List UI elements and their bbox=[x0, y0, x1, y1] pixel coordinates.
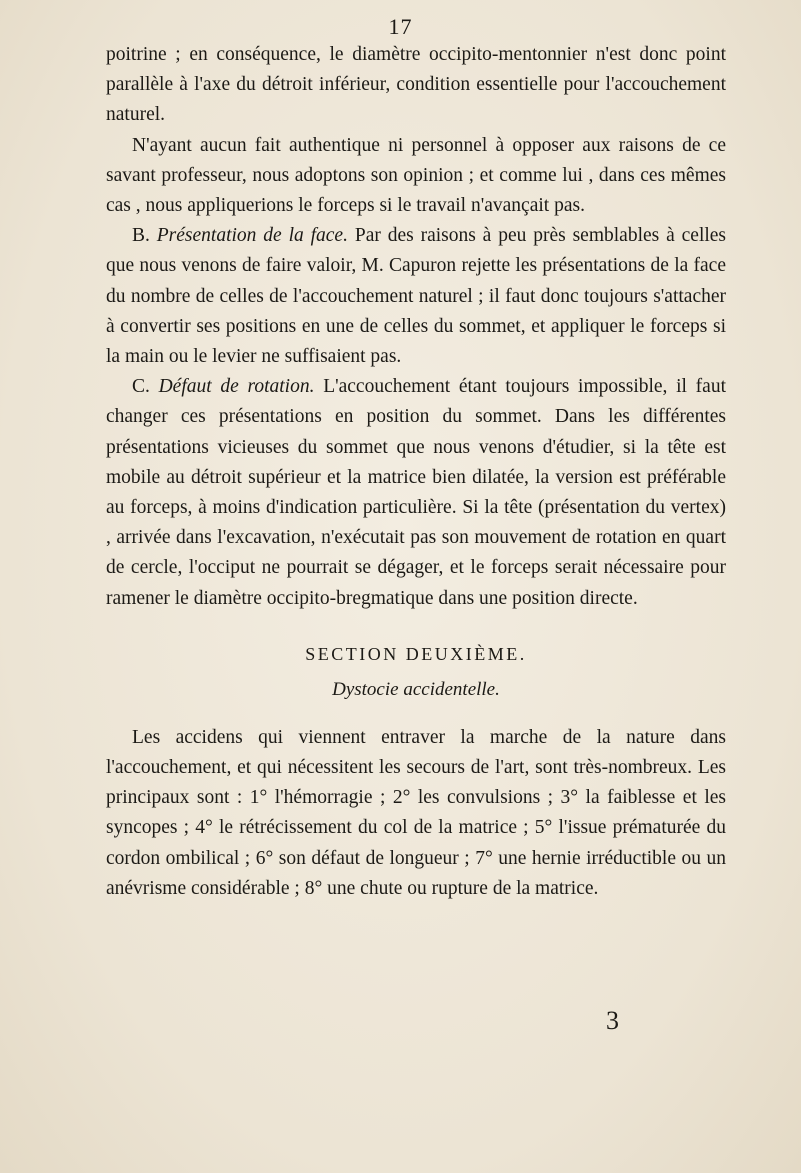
paragraph-label-b: B. bbox=[132, 225, 150, 247]
paragraph-label-c: C. bbox=[132, 376, 150, 398]
paragraph-face-presentation bbox=[106, 221, 726, 372]
page-body bbox=[106, 40, 726, 904]
rotation-defect-text: L'accouchement étant toujours impossible, il faut changer ces présentations en position du sommet. Dans les différentes présentations vicieuses du sommet que nous venons d'étudier, si la tête est mobile au détroit supérieur et la matrice bien dilatée, la version est préférable au forceps, à moins d'indication particulière. Si la tête (présentation du vertex) , arrivée dans l'excavation, n'exécutait pas son mouvement de rotation en quart de cercle, l'occiput ne pourrait se dégager, et le forceps serait nécessaire pour ramener le diamètre occipito-bregmatique dans une position directe. bbox=[106, 376, 726, 609]
paragraph-rotation-defect bbox=[106, 372, 726, 614]
section-subtitle: Dystocie accidentelle. bbox=[332, 678, 500, 700]
face-presentation-heading: Présentation de la face. bbox=[156, 225, 348, 247]
paragraph-continuation: poitrine ; en conséquence, le diamètre occipito-mentonnier n'est donc point parallèle à l'axe du détroit inférieur, condition essentielle pour l'accouchement naturel. bbox=[106, 44, 726, 126]
signature-mark: 3 bbox=[606, 1006, 619, 1035]
face-presentation-text: Par des raisons à peu près semblables à celles que nous venons de faire valoir, M. Capuron rejette les présentations de la face du nombre de celles de l'accouchement naturel ; il faut donc toujours s'attacher à convertir ses positions en une de celles du sommet, et appliquer le forceps si la main ou le levier ne suffisaient pas. bbox=[106, 225, 727, 368]
section-title: SECTION DEUXIÈME. bbox=[305, 643, 527, 664]
paragraph-capuron-opinion: N'ayant aucun fait authentique ni personnel à opposer aux raisons de ce savant professeur, nous adoptons son opinion ; et comme lui , dans ces mêmes cas , nous appliquerions le forceps si le travail n'avançait pas. bbox=[106, 134, 726, 217]
rotation-defect-heading: Défaut de rotation. bbox=[158, 376, 315, 398]
paragraph-accidents-list: Les accidens qui viennent entraver la marche de la nature dans l'accouchement, et qui nécessitent les secours de l'art, sont très-nombreux. Les principaux sont : 1° l'hémorragie ; 2° les convulsions ; 3° la faiblesse et les syncopes ; 4° le rétrécissement du col de la matrice ; 5° l'issue prématurée du cordon ombilical ; 6° son défaut de longueur ; 7° une hernie irréductible ou un anévrisme considérable ; 8° une chute ou rupture de la matrice. bbox=[106, 726, 726, 899]
page-number: 17 bbox=[388, 14, 413, 39]
